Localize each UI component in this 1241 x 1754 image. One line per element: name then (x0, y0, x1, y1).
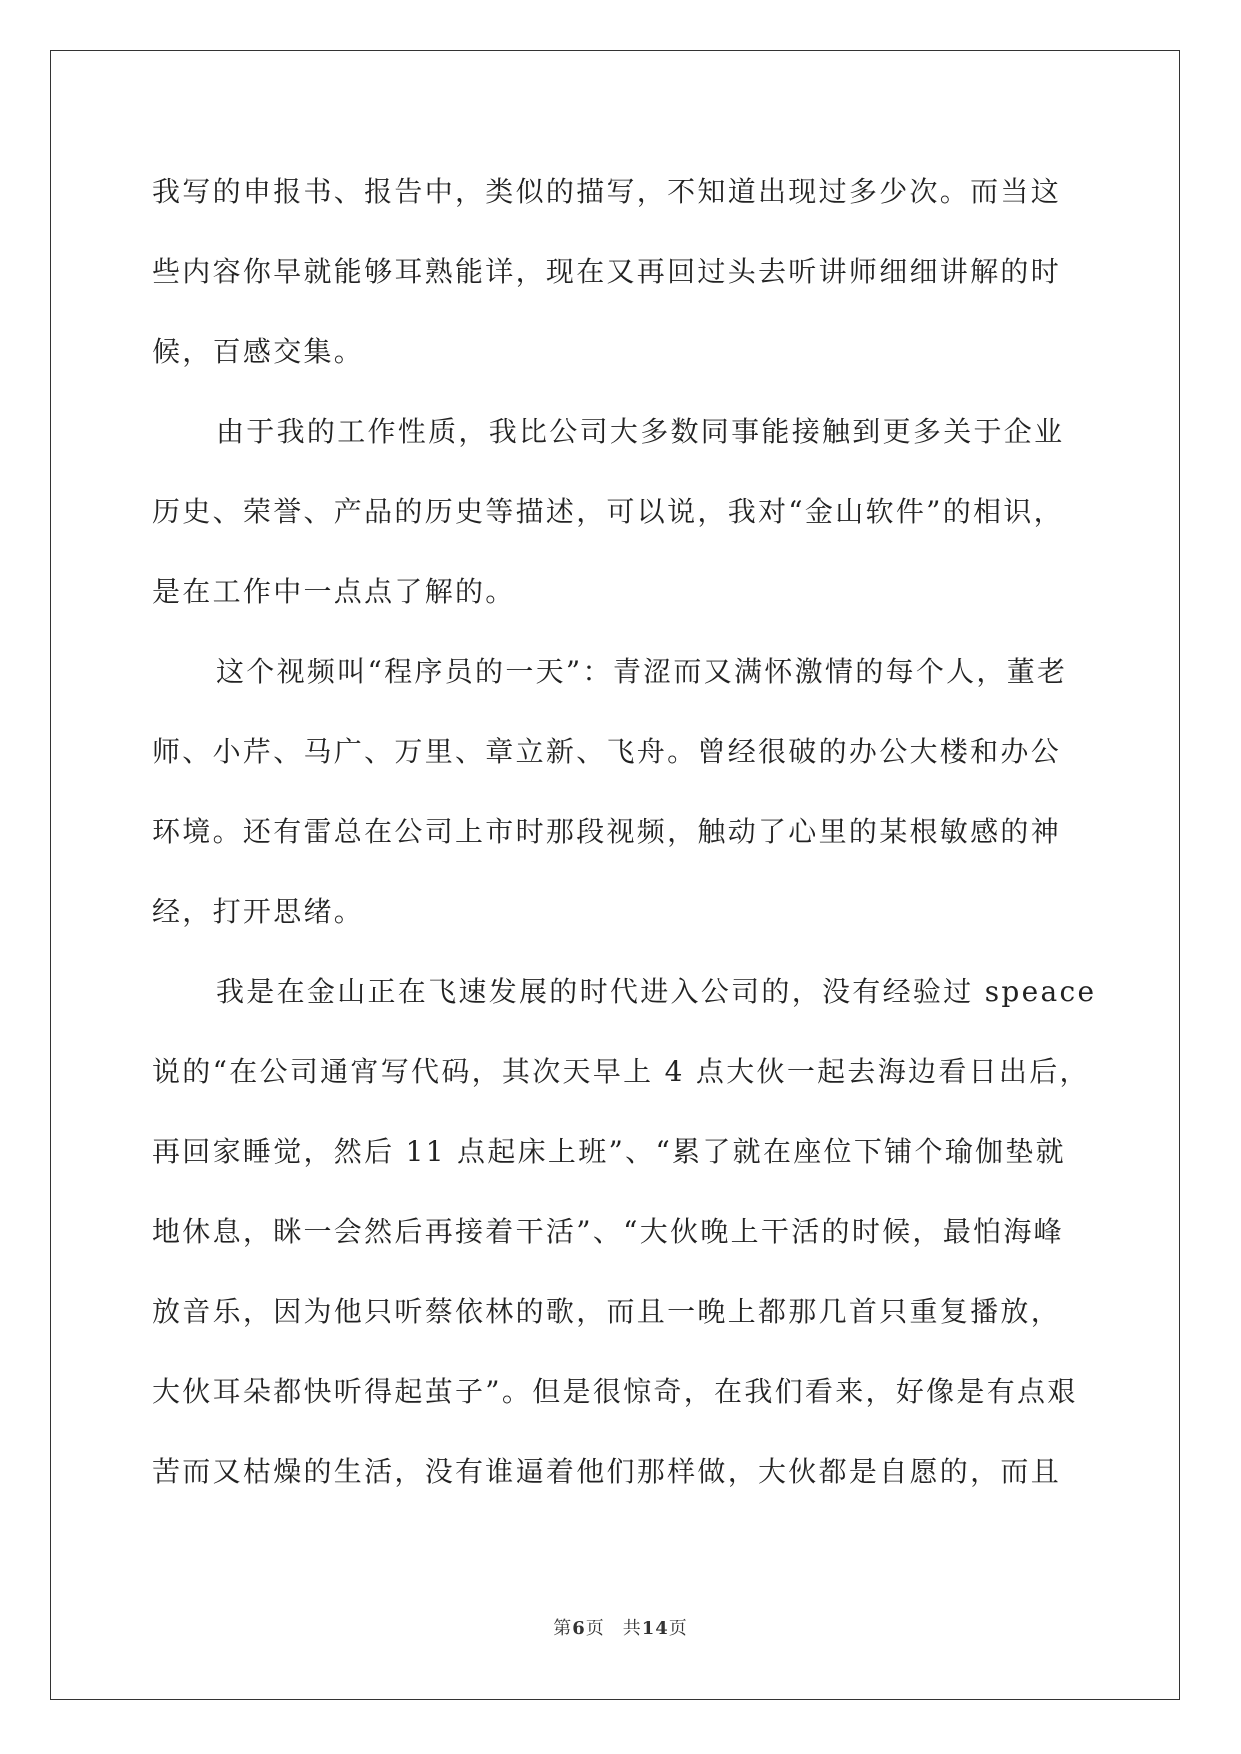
body-line: 再回家睡觉，然后 11 点起床上班”、“累了就在座位下铺个瑜伽垫就 (152, 1135, 1066, 1168)
body-line: 是在工作中一点点了解的。 (152, 575, 516, 608)
body-line: 经，打开思绪。 (152, 895, 365, 928)
body-line: 放音乐，因为他只听蔡依林的歌，而且一晚上都那几首只重复播放， (152, 1295, 1062, 1328)
body-line: 些内容你早就能够耳熟能详，现在又再回过头去听讲师细细讲解的时 (152, 255, 1062, 288)
body-line: 我是在金山正在飞速发展的时代进入公司的，没有经验过 speace (216, 975, 1097, 1008)
body-line: 由于我的工作性质，我比公司大多数同事能接触到更多关于企业 (216, 415, 1065, 448)
body-line: 我写的申报书、报告中，类似的描写，不知道出现过多少次。而当这 (152, 175, 1062, 208)
current-page-number: 6 (572, 1618, 586, 1639)
body-line: 地休息，眯一会然后再接着干活”、“大伙晚上干活的时候，最怕海峰 (152, 1215, 1064, 1248)
page-footer (0, 1614, 1241, 1640)
body-line: 这个视频叫“程序员的一天”：青涩而又满怀激情的每个人，董老 (216, 655, 1068, 688)
body-line: 大伙耳朵都快听得起茧子”。但是很惊奇，在我们看来，好像是有点艰 (152, 1375, 1078, 1408)
footer-page-suffix: 页 (585, 1618, 605, 1639)
footer-prefix: 第 (553, 1618, 573, 1639)
body-line: 师、小芹、马广、万里、章立新、飞舟。曾经很破的办公大楼和办公 (152, 735, 1062, 768)
body-line: 环境。还有雷总在公司上市时那段视频，触动了心里的某根敏感的神 (152, 815, 1062, 848)
body-line: 说的“在公司通宵写代码，其次天早上 4 点大伙一起去海边看日出后， (152, 1055, 1090, 1088)
total-page-count: 14 (641, 1618, 669, 1639)
body-line: 历史、荣誉、产品的历史等描述，可以说，我对“金山软件”的相识， (152, 495, 1064, 528)
footer-total-prefix: 共 (622, 1618, 642, 1639)
body-line: 苦而又枯燥的生活，没有谁逼着他们那样做，大伙都是自愿的，而且 (152, 1455, 1062, 1488)
body-line: 候，百感交集。 (152, 335, 365, 368)
document-body (152, 164, 1097, 1524)
footer-total-suffix: 页 (668, 1618, 688, 1639)
